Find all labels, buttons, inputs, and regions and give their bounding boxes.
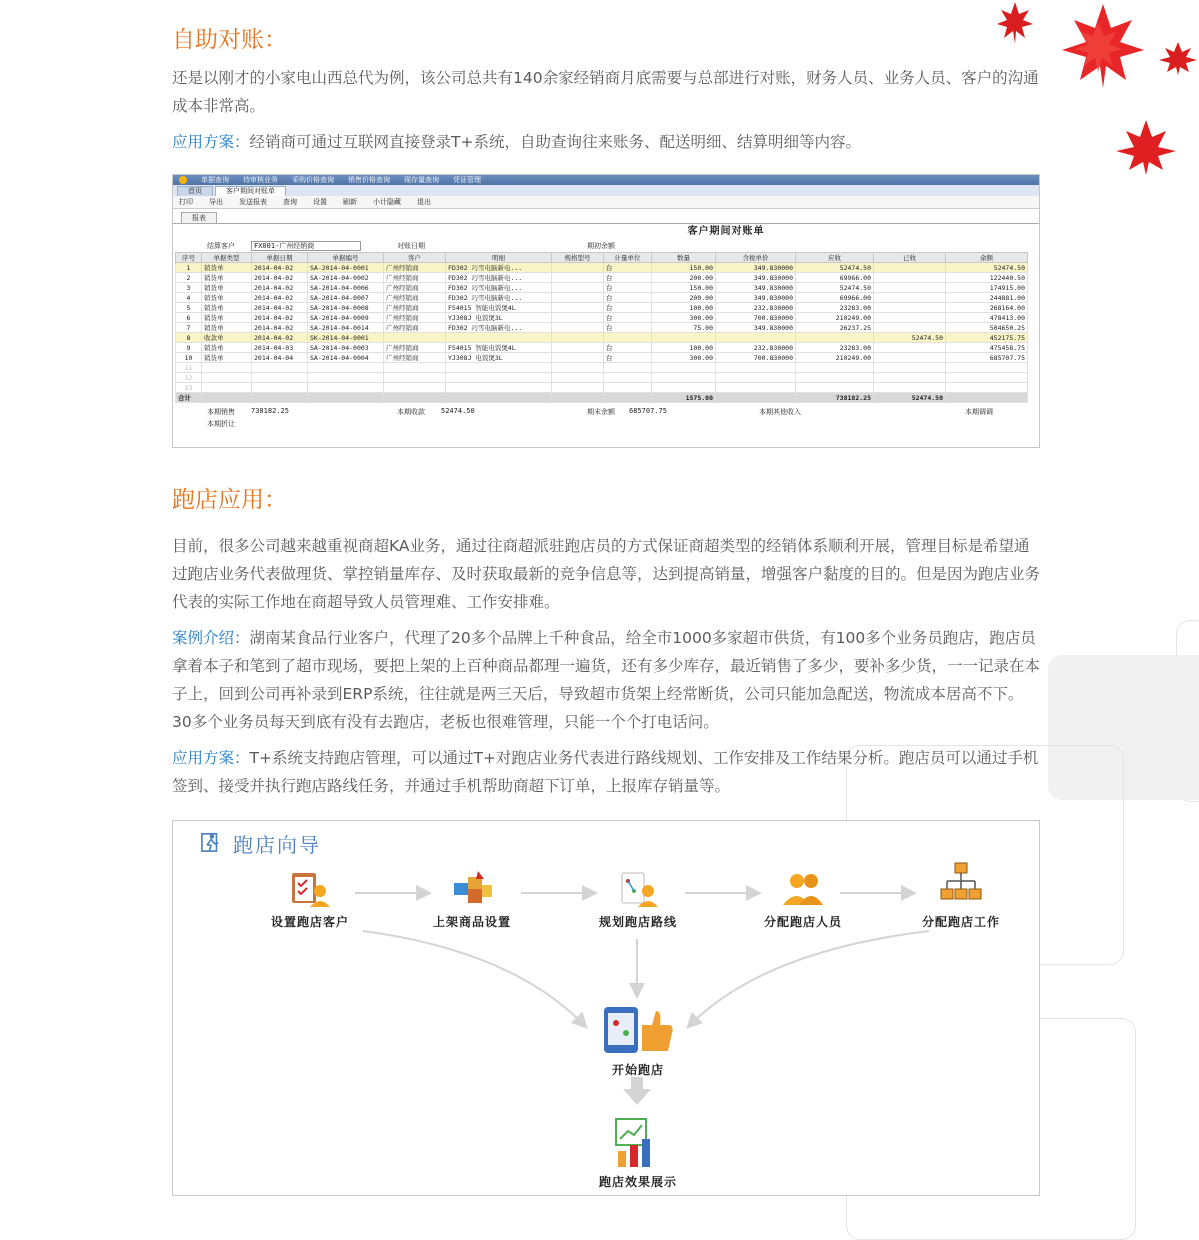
table-cell: FD302 巧雪电脑新电... <box>446 323 552 333</box>
total-cell: 738182.25 <box>796 393 874 403</box>
table-cell: 150.00 <box>652 263 716 273</box>
filter-row <box>173 240 1039 252</box>
table-cell <box>446 383 552 393</box>
table-row-empty <box>176 373 1028 383</box>
step-label: 跑店效果展示 <box>598 1175 677 1189</box>
step-start-visit[interactable] <box>573 1005 703 1078</box>
table-cell <box>874 273 946 283</box>
table-cell: 150.00 <box>652 283 716 293</box>
table-cell: 122440.50 <box>946 273 1028 283</box>
table-cell <box>308 373 384 383</box>
tab-customer-statement[interactable]: 客户期间对账单 <box>215 186 286 196</box>
table-cell: 10 <box>176 353 202 363</box>
table-cell <box>552 343 604 353</box>
table-row[interactable] <box>176 343 1028 353</box>
step-assign-work[interactable] <box>896 861 1026 930</box>
table-cell <box>652 363 716 373</box>
report-title: 客户期间对账单 <box>687 226 765 237</box>
report-footer <box>173 403 1039 427</box>
table-row[interactable] <box>176 263 1028 273</box>
table-cell: 52474.50 <box>874 333 946 343</box>
table-row[interactable] <box>176 313 1028 323</box>
table-cell <box>716 383 796 393</box>
column-header: 数量 <box>652 253 716 263</box>
step-assign-staff[interactable] <box>738 869 868 930</box>
table-cell: 7 <box>176 323 202 333</box>
table-cell <box>202 363 252 373</box>
table-cell <box>652 383 716 393</box>
table-cell: SA-2014-04-0014 <box>308 323 384 333</box>
table-cell: 210249.00 <box>796 353 874 363</box>
refresh-button[interactable]: 刷新 <box>343 198 357 206</box>
table-cell: 700.830000 <box>716 353 796 363</box>
step-goods-setup[interactable] <box>407 869 537 930</box>
table-row[interactable] <box>176 353 1028 363</box>
table-row[interactable] <box>176 293 1028 303</box>
table-cell: 销货单 <box>202 343 252 353</box>
customer-label: 结算客户 <box>207 242 235 250</box>
table-cell: SA-2014-04-0002 <box>308 273 384 283</box>
table-cell <box>652 373 716 383</box>
table-cell: SA-2014-04-0008 <box>308 303 384 313</box>
table-header-row <box>176 253 1028 263</box>
customer-select[interactable]: FX001-广州经销商 <box>251 241 361 251</box>
total-cell <box>604 393 652 403</box>
step-plan-route[interactable] <box>573 869 703 930</box>
table-cell <box>946 363 1028 373</box>
step-label: 分配跑店人员 <box>763 915 842 929</box>
paragraph <box>172 744 1040 800</box>
menu-bar <box>173 175 1039 185</box>
tab-home[interactable]: 首页 <box>177 186 213 196</box>
table-cell <box>796 383 874 393</box>
table-row-empty <box>176 383 1028 393</box>
table-cell: FD302 巧雪电脑新电... <box>446 273 552 283</box>
settings-button[interactable]: 设置 <box>313 198 327 206</box>
table-cell: 广州经销商 <box>384 313 446 323</box>
table-cell <box>874 353 946 363</box>
table-cell <box>874 373 946 383</box>
total-cell <box>716 393 796 403</box>
table-cell <box>446 363 552 373</box>
column-header: 客户 <box>384 253 446 263</box>
table-cell <box>716 333 796 343</box>
table-cell: 700.830000 <box>716 313 796 323</box>
table-cell <box>552 363 604 373</box>
table-cell: 13 <box>176 383 202 393</box>
table-cell <box>874 323 946 333</box>
table-cell: 268164.00 <box>946 303 1028 313</box>
section-title-store-visit: 跑店应用： <box>172 487 287 513</box>
table-cell <box>716 363 796 373</box>
table-cell: 2 <box>176 273 202 283</box>
closing-label: 期末余额 <box>587 408 615 416</box>
total-cell <box>946 393 1028 403</box>
step-label: 规划跑店路线 <box>598 915 677 929</box>
route-map-icon <box>614 869 662 909</box>
menu-item[interactable]: 现存量查询 <box>404 176 439 184</box>
table-cell: 销货单 <box>202 323 252 333</box>
table-cell <box>552 293 604 303</box>
table-cell: 2014-04-02 <box>252 323 308 333</box>
table-cell: SA-2014-04-0001 <box>308 263 384 273</box>
menu-item[interactable]: 单据查询 <box>201 176 229 184</box>
solution-label: 应用方案： <box>172 749 250 767</box>
table-cell <box>552 333 604 343</box>
report-toolbar <box>173 196 1039 209</box>
table-cell: 300.00 <box>652 313 716 323</box>
maple-leaf-icon <box>1114 118 1178 176</box>
table-cell <box>552 373 604 383</box>
table-cell: 23283.00 <box>796 303 874 313</box>
table-cell: 232.830000 <box>716 303 796 313</box>
table-cell: 75.00 <box>652 323 716 333</box>
table-cell: 台 <box>604 353 652 363</box>
exit-button[interactable]: 退出 <box>417 198 431 206</box>
table-cell: 12 <box>176 373 202 383</box>
table-cell <box>604 383 652 393</box>
total-cell <box>384 393 446 403</box>
table-cell <box>552 323 604 333</box>
column-header: 规格型号 <box>552 253 604 263</box>
table-cell <box>552 303 604 313</box>
opening-balance-label: 期初余额 <box>587 242 615 250</box>
table-cell: 销货单 <box>202 263 252 273</box>
table-cell <box>308 363 384 373</box>
table-cell: 广州经销商 <box>384 293 446 303</box>
table-cell: 广州经销商 <box>384 323 446 333</box>
table-cell: 广州经销商 <box>384 283 446 293</box>
case-text: 湖南某食品行业客户，代理了20多个品牌上千种食品，给全市1000多家超市供货，有100多个业务员跑店，跑店员拿着本子和笔到了超市现场，要把上架的上百种商品都理一遍货，还有多少库存，最近销售了多少，要补多少货，一一记录在本子上，回到公司再补录到ERP系统，往往就是两三天后，导致超市货架上经常断货，公司只能加急配送，物流成本居高不下。30多个业务员每天到底有没有去跑店，老板也很难管理，只能一个个打电话问。 <box>172 629 1041 731</box>
total-cell <box>552 393 604 403</box>
table-row[interactable] <box>176 323 1028 333</box>
menu-item[interactable]: 凭证管理 <box>453 176 481 184</box>
table-cell: 210249.00 <box>796 313 874 323</box>
table-cell <box>874 343 946 353</box>
table-cell: SA-2014-04-0003 <box>308 343 384 353</box>
table-cell: 11 <box>176 363 202 373</box>
table-cell <box>946 373 1028 383</box>
table-cell: 销货单 <box>202 283 252 293</box>
table-cell <box>946 383 1028 393</box>
table-cell: 475458.75 <box>946 343 1028 353</box>
table-cell <box>874 383 946 393</box>
solution-text: T+系统支持跑店管理，可以通过T+对跑店业务代表进行路线规划、工作安排及工作结果分析。跑店员可以通过手机签到、接受并执行跑店路线任务，并通过手机帮助商超下订单，上报库存销量等。 <box>172 749 1039 795</box>
column-header: 余额 <box>946 253 1028 263</box>
step-label: 上架商品设置 <box>432 915 511 929</box>
table-cell: 6 <box>176 313 202 323</box>
table-cell: 52474.50 <box>946 263 1028 273</box>
table-cell: 100.00 <box>652 343 716 353</box>
column-header: 单据日期 <box>252 253 308 263</box>
total-cell: 合计 <box>176 393 202 403</box>
column-header: 序号 <box>176 253 202 263</box>
table-cell <box>446 373 552 383</box>
table-cell: 收款单 <box>202 333 252 343</box>
table-cell: 2014-04-03 <box>252 343 308 353</box>
table-cell: SA-2014-04-0006 <box>308 283 384 293</box>
table-cell: 广州经销商 <box>384 303 446 313</box>
step-label: 开始跑店 <box>611 1063 664 1077</box>
org-chart-icon <box>937 861 985 909</box>
table-cell: 销货单 <box>202 313 252 323</box>
table-cell <box>552 353 604 363</box>
table-cell: SA-2014-04-0007 <box>308 293 384 303</box>
table-cell: FS4015 智能电饭煲4L <box>446 343 552 353</box>
table-cell <box>552 283 604 293</box>
paragraph <box>172 624 1040 736</box>
closing-value: 685707.75 <box>629 407 667 415</box>
statement-table <box>175 252 1028 403</box>
table-cell: 台 <box>604 303 652 313</box>
table-cell <box>446 333 552 343</box>
table-cell: FD302 巧雪电脑新电... <box>446 293 552 303</box>
table-cell <box>604 373 652 383</box>
sales-value: 738182.25 <box>251 407 289 415</box>
table-row[interactable] <box>176 333 1028 343</box>
table-cell: 349.830000 <box>716 323 796 333</box>
table-cell: 478413.00 <box>946 313 1028 323</box>
discount-label: 本期折让 <box>207 420 235 428</box>
table-cell <box>874 283 946 293</box>
total-cell <box>252 393 308 403</box>
table-cell <box>874 363 946 373</box>
table-cell <box>874 313 946 323</box>
table-cell: 232.830000 <box>716 343 796 353</box>
table-cell: 349.830000 <box>716 293 796 303</box>
table-row-empty <box>176 363 1028 373</box>
table-cell <box>796 373 874 383</box>
table-cell: 100.00 <box>652 303 716 313</box>
table-cell: 685707.75 <box>946 353 1028 363</box>
table-row[interactable] <box>176 273 1028 283</box>
tab-bar <box>173 185 1039 196</box>
table-cell <box>552 273 604 283</box>
table-cell: 200.00 <box>652 293 716 303</box>
table-cell <box>652 333 716 343</box>
table-cell: 台 <box>604 343 652 353</box>
table-cell <box>874 293 946 303</box>
step-set-customers[interactable] <box>245 869 375 930</box>
solution-label: 应用方案： <box>172 133 250 151</box>
table-cell: YJ308J 电饭煲3L <box>446 313 552 323</box>
reconcile-report-screenshot <box>172 174 1040 448</box>
table-cell <box>202 373 252 383</box>
total-row <box>176 393 1028 403</box>
table-cell <box>384 373 446 383</box>
table-cell: 2014-04-02 <box>252 263 308 273</box>
table-cell: 5 <box>176 303 202 313</box>
query-button[interactable]: 查询 <box>283 198 297 206</box>
table-cell <box>604 363 652 373</box>
column-header: 已收 <box>874 253 946 263</box>
table-cell <box>552 313 604 323</box>
table-cell <box>604 333 652 343</box>
table-cell: 广州经销商 <box>384 263 446 273</box>
table-row[interactable] <box>176 283 1028 293</box>
product-boxes-icon <box>448 869 496 909</box>
table-cell <box>252 383 308 393</box>
users-group-icon <box>779 869 827 909</box>
table-row[interactable] <box>176 303 1028 313</box>
export-button[interactable]: 导出 <box>209 198 223 206</box>
table-cell: 2014-04-02 <box>252 293 308 303</box>
tab-report[interactable]: 报表 <box>181 212 217 223</box>
maple-leaf-icon <box>1058 2 1148 90</box>
diagram-title: 跑店向导 <box>233 833 321 857</box>
step-result-display[interactable] <box>573 1117 703 1190</box>
table-cell: FD302 巧雪电脑新电... <box>446 263 552 273</box>
table-cell <box>308 383 384 393</box>
table-cell <box>384 333 446 343</box>
table-cell <box>552 263 604 273</box>
table-cell: 26237.25 <box>796 323 874 333</box>
table-cell <box>384 383 446 393</box>
step-label: 分配跑店工作 <box>921 915 1000 929</box>
app-logo-icon <box>179 176 187 184</box>
menu-item[interactable]: 销售价格查询 <box>348 176 390 184</box>
table-cell: 244881.00 <box>946 293 1028 303</box>
table-cell: 2014-04-04 <box>252 353 308 363</box>
table-cell: 广州经销商 <box>384 343 446 353</box>
table-cell: 4 <box>176 293 202 303</box>
table-cell: FD302 巧雪电脑新电... <box>446 283 552 293</box>
table-cell: 销货单 <box>202 293 252 303</box>
store-visit-wizard-diagram <box>172 820 1040 1196</box>
table-cell: 2014-04-02 <box>252 313 308 323</box>
table-cell <box>874 263 946 273</box>
column-header: 单据编号 <box>308 253 384 263</box>
step-label: 设置跑店客户 <box>270 915 349 929</box>
table-cell: 广州经销商 <box>384 273 446 283</box>
table-cell: 300.00 <box>652 353 716 363</box>
table-cell: SK-2014-04-0001 <box>308 333 384 343</box>
table-cell: 23283.00 <box>796 343 874 353</box>
total-cell: 52474.50 <box>874 393 946 403</box>
table-cell <box>716 373 796 383</box>
total-cell <box>308 393 384 403</box>
table-cell: 69966.00 <box>796 273 874 283</box>
table-cell: 349.830000 <box>716 273 796 283</box>
menu-item[interactable]: 待审核业务 <box>243 176 278 184</box>
table-cell: 2014-04-02 <box>252 273 308 283</box>
phone-checkin-icon <box>600 1005 676 1057</box>
table-cell: 9 <box>176 343 202 353</box>
table-cell: FS4015 智能电饭煲4L <box>446 303 552 313</box>
paragraph: 目前，很多公司越来越重视商超KA业务，通过往商超派驻跑店员的方式保证商超类型的经销体系顺利开展，管理目标是希望通过跑店业务代表做理货、掌控销量库存、及时获取最新的竞争信息等，达到提高销量，增强客户黏度的目的。但是因为跑店业务代表的实际工作地在商超导致人员管理难、工作安排难。 <box>172 537 1041 611</box>
table-cell: 2014-04-02 <box>252 303 308 313</box>
table-cell: 69966.00 <box>796 293 874 303</box>
case-label: 案例介绍： <box>172 629 250 647</box>
table-cell: 200.00 <box>652 273 716 283</box>
column-header: 计量单位 <box>604 253 652 263</box>
table-cell: 2014-04-02 <box>252 283 308 293</box>
total-cell <box>446 393 552 403</box>
table-cell: 台 <box>604 283 652 293</box>
table-cell: 台 <box>604 313 652 323</box>
table-cell <box>552 383 604 393</box>
main-content <box>172 18 1040 1196</box>
column-header: 应收 <box>796 253 874 263</box>
table-cell <box>874 303 946 313</box>
column-header: 明细 <box>446 253 552 263</box>
print-button[interactable]: 打印 <box>179 198 193 206</box>
table-cell: 3 <box>176 283 202 293</box>
table-cell <box>796 333 874 343</box>
total-cell: 1575.00 <box>652 393 716 403</box>
solution-text: 经销商可通过互联网直接登录T+系统，自助查询往来账务、配送明细、结算明细等内容。 <box>249 133 861 151</box>
maple-leaf-icon <box>1158 40 1199 76</box>
menu-item[interactable]: 采购价格查询 <box>292 176 334 184</box>
table-cell: 销货单 <box>202 353 252 363</box>
table-cell <box>252 363 308 373</box>
report-subtab <box>173 209 1039 224</box>
table-cell: 广州经销商 <box>384 353 446 363</box>
paragraph: 还是以刚才的小家电山西总代为例，该公司总共有140余家经销商月底需要与总部进行对账，财务人员、业务人员、客户的沟通成本非常高。 <box>172 69 1039 115</box>
clipboard-users-icon <box>286 869 334 909</box>
table-cell: 销货单 <box>202 303 252 313</box>
section-title-self-reconcile: 自助对账： <box>172 27 287 53</box>
table-cell: 52474.50 <box>796 263 874 273</box>
sales-label: 本期销售 <box>207 408 235 416</box>
table-cell <box>384 363 446 373</box>
other-income-label: 本期其他收入 <box>759 408 801 416</box>
adjust-label: 本期调调 <box>965 408 993 416</box>
table-cell: SA-2014-04-0009 <box>308 313 384 323</box>
table-cell: 174915.00 <box>946 283 1028 293</box>
table-cell: 452175.75 <box>946 333 1028 343</box>
hide-subtotal-button[interactable]: 小计隐藏 <box>373 198 401 206</box>
received-label: 本期收款 <box>397 408 425 416</box>
table-cell: 台 <box>604 323 652 333</box>
date-label: 对账日期 <box>397 242 425 250</box>
total-cell <box>202 393 252 403</box>
table-cell: 349.830000 <box>716 263 796 273</box>
table-cell: 销货单 <box>202 273 252 283</box>
table-cell: 1 <box>176 263 202 273</box>
table-cell <box>202 383 252 393</box>
table-cell: YJ308J 电饭煲3L <box>446 353 552 363</box>
table-cell: 台 <box>604 273 652 283</box>
paragraph <box>172 128 1040 156</box>
table-cell: 504650.25 <box>946 323 1028 333</box>
column-header: 单据类型 <box>202 253 252 263</box>
column-header: 含税单价 <box>716 253 796 263</box>
table-cell: 8 <box>176 333 202 343</box>
chart-report-icon <box>608 1117 668 1169</box>
table-cell <box>252 373 308 383</box>
table-cell <box>796 363 874 373</box>
table-cell: 52474.50 <box>796 283 874 293</box>
table-cell: SA-2014-04-0004 <box>308 353 384 363</box>
table-cell: 台 <box>604 293 652 303</box>
table-cell: 349.830000 <box>716 283 796 293</box>
send-report-button[interactable]: 发送报表 <box>239 198 267 206</box>
table-cell: 台 <box>604 263 652 273</box>
table-cell: 2014-04-02 <box>252 333 308 343</box>
received-value: 52474.50 <box>441 407 475 415</box>
